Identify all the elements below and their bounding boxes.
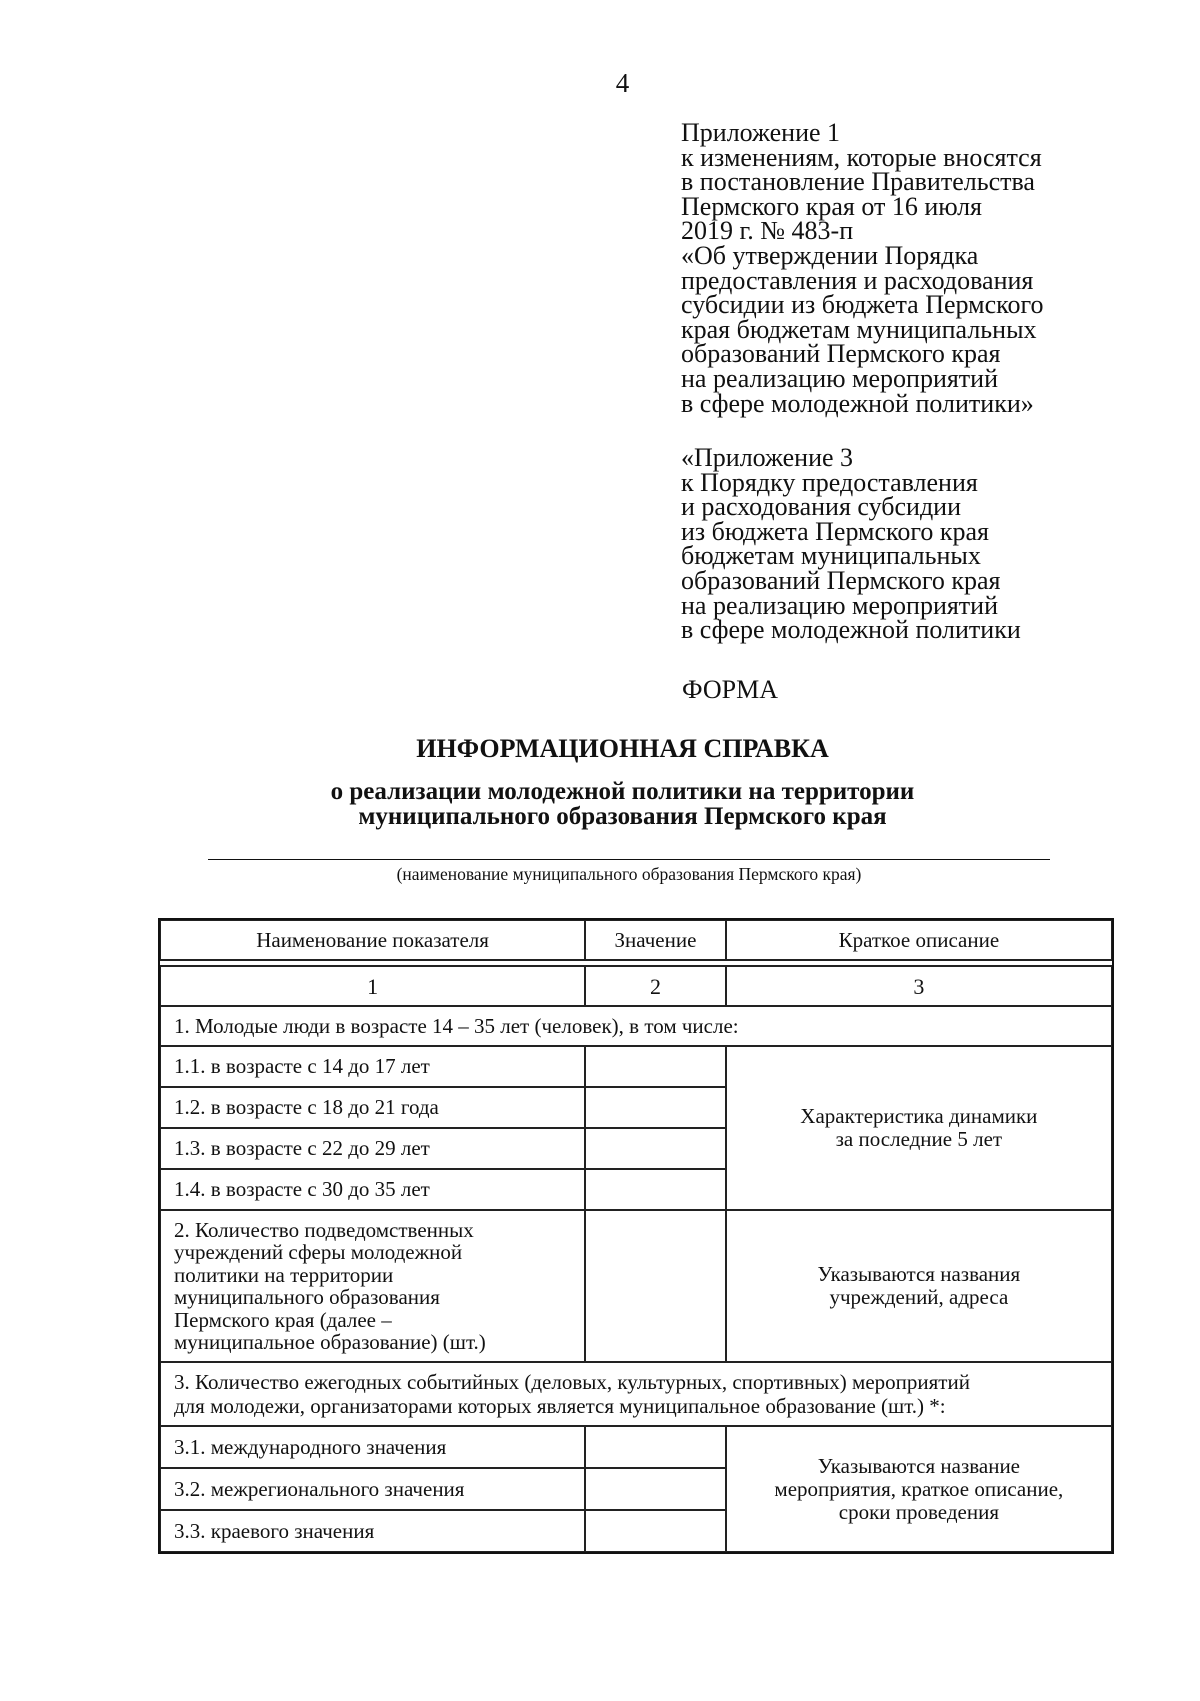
document-subtitle	[0, 779, 1200, 829]
section-3-line: 3. Количество ежегодных событийных (деловых, культурных, спортивных) мероприятий	[174, 1370, 970, 1394]
description-line: учреждений, адреса	[829, 1285, 1009, 1309]
appendix-1-line: на реализацию мероприятий	[681, 363, 999, 393]
indicators-table	[158, 918, 1114, 1554]
value-cell[interactable]	[585, 1169, 726, 1210]
subtitle-line: муниципального образования Пермского края	[358, 803, 887, 830]
description-line: Характеристика динамики	[800, 1104, 1038, 1128]
appendix-3-line: образований Пермского края	[681, 565, 1001, 595]
value-cell[interactable]	[585, 1046, 726, 1087]
indicator-name-cell: 3.1. международного значения	[160, 1426, 585, 1468]
section-1-label: 1. Молодые люди в возрасте 14 – 35 лет (человек), в том числе:	[160, 1006, 1112, 1046]
appendix-1-line: предоставления и расходования	[681, 265, 1034, 295]
table-header-row	[160, 920, 1112, 960]
document-title: ИНФОРМАЦИОННАЯ СПРАВКА	[416, 734, 829, 763]
value-cell[interactable]	[585, 1087, 726, 1128]
description-line: Указываются названия	[817, 1262, 1021, 1286]
value-cell[interactable]	[585, 1426, 726, 1468]
header-value: Значение	[585, 920, 726, 960]
appendix-1-line: края бюджетам муниципальных	[681, 314, 1037, 344]
indicator-line: муниципальное образование) (шт.)	[174, 1330, 486, 1354]
header-indicator-name: Наименование показателя	[160, 920, 585, 960]
appendix-1-line: «Об утверждении Порядка	[681, 240, 979, 270]
indicator-name-cell: 1.4. в возрасте с 30 до 35 лет	[160, 1169, 585, 1210]
indicator-line: муниципального образования	[174, 1285, 440, 1309]
appendix-1-line: в сфере молодежной политики»	[681, 388, 1034, 418]
column-number: 1	[160, 966, 585, 1006]
appendix-1-block	[681, 118, 1111, 418]
value-cell[interactable]	[585, 1210, 726, 1362]
subtitle-line: о реализации молодежной политики на территории	[330, 778, 915, 805]
table-row	[160, 1426, 1112, 1468]
description-line: сроки проведения	[838, 1499, 999, 1524]
table-row	[160, 1046, 1112, 1087]
column-numbers-row	[160, 966, 1112, 1006]
header-description: Краткое описание	[726, 920, 1112, 960]
value-cell[interactable]	[585, 1510, 726, 1552]
section-3-label	[160, 1362, 1112, 1426]
column-number: 2	[585, 966, 726, 1006]
section-3-line: для молодежи, организаторами которых является муниципальное образование (шт.) *:	[174, 1394, 946, 1418]
indicator-name-cell: 1.3. в возрасте с 22 до 29 лет	[160, 1128, 585, 1169]
form-label: ФОРМА	[682, 675, 778, 704]
appendix-3-block	[681, 443, 1111, 645]
section-3-row	[160, 1362, 1112, 1426]
description-cell	[726, 1046, 1112, 1210]
appendix-1-line: в постановление Правительства	[681, 167, 1035, 197]
appendix-3-line: из бюджета Пермского края	[681, 516, 990, 546]
appendix-1-line: Приложение 1	[681, 118, 841, 147]
indicator-name-cell: 1.2. в возрасте с 18 до 21 года	[160, 1087, 585, 1128]
indicator-line: 2. Количество подведомственных	[174, 1217, 474, 1242]
indicator-name-cell: 3.2. межрегионального значения	[160, 1468, 585, 1510]
appendix-1-line: 2019 г. № 483-п	[681, 216, 854, 246]
description-cell	[726, 1426, 1112, 1552]
description-line: мероприятия, краткое описание,	[774, 1476, 1064, 1501]
indicator-line: политики на территории	[174, 1262, 394, 1287]
description-line: за последние 5 лет	[835, 1127, 1003, 1151]
description-cell	[726, 1210, 1112, 1362]
appendix-3-line: «Приложение 3	[681, 443, 854, 472]
appendix-1-line: к изменениям, которые вносятся	[681, 142, 1042, 172]
indicator-name-cell: 3.3. краевого значения	[160, 1510, 585, 1552]
appendix-3-line: к Порядку предоставления	[681, 467, 978, 497]
indicator-name-cell	[160, 1210, 585, 1362]
description-line: Указываются название	[817, 1453, 1020, 1478]
appendix-3-line: и расходования субсидии	[681, 492, 961, 522]
appendix-1-line: Пермского края от 16 июля	[681, 191, 983, 221]
appendix-1-line: образований Пермского края	[681, 339, 1001, 369]
appendix-3-line: бюджетам муниципальных	[681, 541, 981, 571]
section-1-row	[160, 1006, 1112, 1046]
section-2-row	[160, 1210, 1112, 1362]
municipality-name-caption: (наименование муниципального образования Пермского края)	[396, 864, 862, 884]
indicator-name-cell: 1.1. в возрасте с 14 до 17 лет	[160, 1046, 585, 1087]
column-number: 3	[726, 966, 1112, 1006]
appendix-1-line: субсидии из бюджета Пермского	[681, 290, 1044, 320]
appendix-3-line: на реализацию мероприятий	[681, 590, 999, 620]
indicator-line: учреждений сферы молодежной	[174, 1240, 463, 1264]
indicator-line: Пермского края (далее –	[174, 1307, 392, 1332]
appendix-3-line: в сфере молодежной политики	[681, 615, 1021, 645]
value-cell[interactable]	[585, 1468, 726, 1510]
value-cell[interactable]	[585, 1128, 726, 1169]
page-number: 4	[615, 68, 630, 98]
municipality-name-blank-line	[208, 859, 1050, 860]
